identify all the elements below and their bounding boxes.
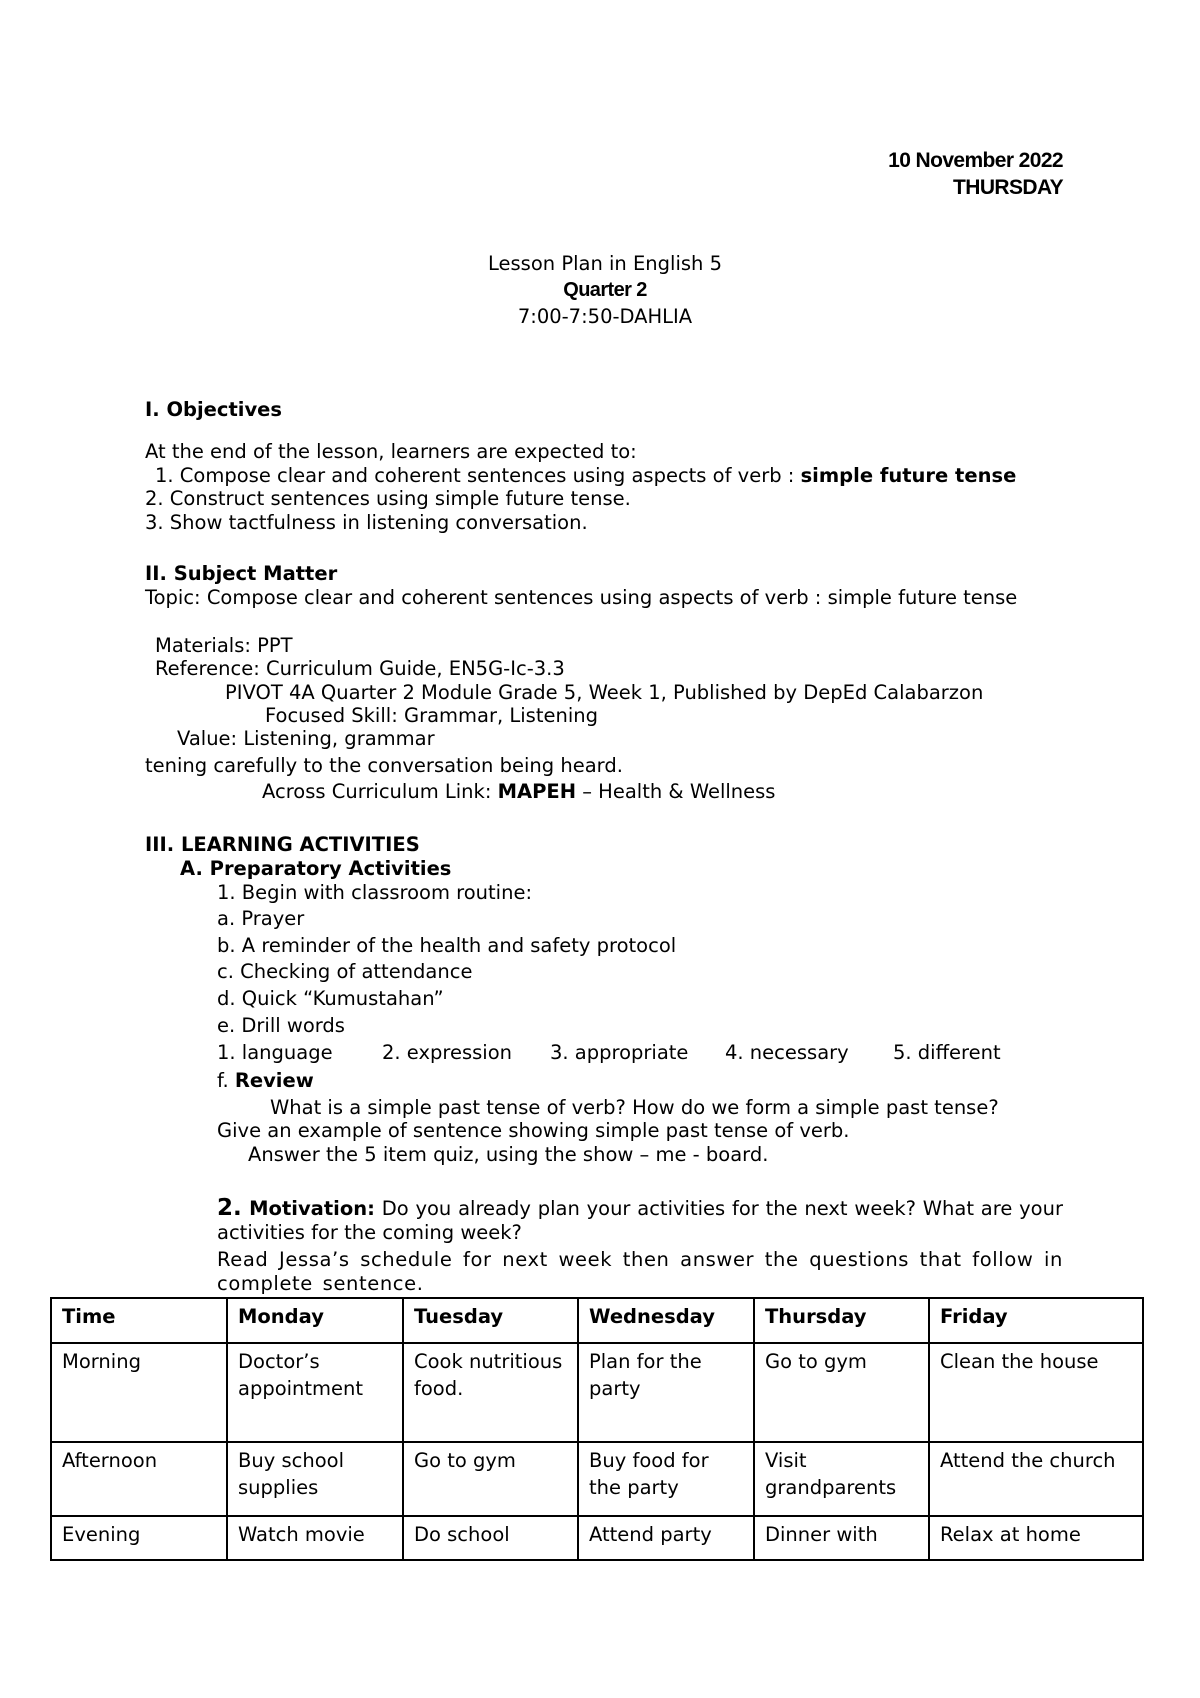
across-curriculum bbox=[262, 782, 775, 802]
table-cell: Buy food for the party bbox=[578, 1442, 754, 1516]
table-cell: Dinner with bbox=[754, 1516, 929, 1560]
review-question-2: Give an example of sentence showing simple past tense of verb. bbox=[217, 1119, 850, 1142]
table-cell: Do school bbox=[403, 1516, 578, 1560]
value: Value: Listening, grammar bbox=[177, 727, 435, 750]
focused-skill: Focused Skill: Grammar, Listening bbox=[265, 704, 598, 727]
table-cell: Buy school supplies bbox=[227, 1442, 403, 1516]
across-subject: MAPEH bbox=[497, 780, 577, 803]
objective-2: 2. Construct sentences using simple future tense. bbox=[145, 487, 631, 510]
table-cell: Evening bbox=[51, 1516, 227, 1560]
table-cell: Afternoon bbox=[51, 1442, 227, 1516]
title-time: 7:00-7:50-DAHLIA bbox=[517, 305, 693, 328]
motivation-label: Motivation: bbox=[241, 1197, 375, 1220]
table-cell: Go to gym bbox=[403, 1442, 578, 1516]
objective-1-text: 1. Compose clear and coherent sentences using aspects of verb : bbox=[155, 464, 801, 487]
subject-matter-heading: II. Subject Matter bbox=[145, 562, 338, 585]
topic: Topic: Compose clear and coherent sentences using aspects of verb : simple future tense bbox=[145, 586, 1018, 609]
routine-b: b. A reminder of the health and safety protocol bbox=[217, 934, 677, 957]
header-time: Time bbox=[51, 1298, 227, 1343]
table-header-row bbox=[51, 1298, 1143, 1343]
motivation bbox=[217, 1196, 1063, 1245]
table-cell: Go to gym bbox=[754, 1343, 929, 1442]
table-row bbox=[51, 1343, 1143, 1442]
header-thursday: Thursday bbox=[754, 1298, 929, 1343]
objective-3: 3. Show tactfulness in listening conversation. bbox=[145, 511, 588, 534]
preparatory-heading: A. Preparatory Activities bbox=[180, 857, 452, 880]
drill-word-3: 3. appropriate bbox=[550, 1041, 689, 1064]
table-cell: Cook nutritious food. bbox=[403, 1343, 578, 1442]
review-bold: Review bbox=[234, 1069, 314, 1092]
header-monday: Monday bbox=[227, 1298, 403, 1343]
table-cell: Visit grandparents bbox=[754, 1442, 929, 1516]
review-label bbox=[217, 1071, 314, 1091]
table-cell: Morning bbox=[51, 1343, 227, 1442]
motivation-instruction: Read Jessa’s schedule for next week then answer the questions that follow in complete sentence. bbox=[217, 1248, 1063, 1295]
motivation-text: Do you already plan your activities for the next week? What are your activities for the coming week? bbox=[217, 1197, 1063, 1244]
header-friday: Friday bbox=[929, 1298, 1143, 1343]
routine: 1. Begin with classroom routine: bbox=[217, 881, 533, 904]
date: 10 November 2022 bbox=[888, 149, 1063, 172]
routine-a: a. Prayer bbox=[217, 907, 305, 930]
table-cell: Clean the house bbox=[929, 1343, 1143, 1442]
across-suffix: – Health & Wellness bbox=[576, 780, 776, 803]
table-cell: Relax at home bbox=[929, 1516, 1143, 1560]
table-cell: Watch movie bbox=[227, 1516, 403, 1560]
objective-1-bold: simple future tense bbox=[800, 464, 1017, 487]
title-line1: Lesson Plan in English 5 bbox=[488, 252, 722, 275]
table-row bbox=[51, 1442, 1143, 1516]
across-label: Across Curriculum Link: bbox=[262, 780, 498, 803]
materials: Materials: PPT bbox=[155, 634, 293, 657]
day: THURSDAY bbox=[953, 176, 1063, 199]
motivation-number: 2. bbox=[217, 1195, 242, 1221]
drill-word-4: 4. necessary bbox=[725, 1041, 849, 1064]
reference: Reference: Curriculum Guide, EN5G-Ic-3.3 bbox=[155, 657, 565, 680]
drill-word-5: 5. different bbox=[893, 1041, 1001, 1064]
objectives-intro: At the end of the lesson, learners are expected to: bbox=[145, 440, 637, 463]
drill-word-1: 1. language bbox=[217, 1041, 333, 1064]
pivot-reference: PIVOT 4A Quarter 2 Module Grade 5, Week 1, Published by DepEd Calabarzon bbox=[225, 681, 984, 704]
objectives-heading: I. Objectives bbox=[145, 398, 283, 421]
schedule-table bbox=[50, 1297, 1144, 1561]
table-cell: Attend the church bbox=[929, 1442, 1143, 1516]
drill-word-2: 2. expression bbox=[382, 1041, 512, 1064]
routine-e: e. Drill words bbox=[217, 1014, 345, 1037]
header-tuesday: Tuesday bbox=[403, 1298, 578, 1343]
review-prefix: f. bbox=[217, 1069, 235, 1092]
table-cell: Doctor’s appointment bbox=[227, 1343, 403, 1442]
header-wednesday: Wednesday bbox=[578, 1298, 754, 1343]
table-cell: Attend party bbox=[578, 1516, 754, 1560]
table-cell: Plan for the party bbox=[578, 1343, 754, 1442]
table-row bbox=[51, 1516, 1143, 1560]
learning-heading: III. LEARNING ACTIVITIES bbox=[145, 833, 420, 856]
review-question: What is a simple past tense of verb? How do we form a simple past tense? bbox=[270, 1096, 999, 1119]
routine-c: c. Checking of attendance bbox=[217, 960, 473, 983]
title-quarter: Quarter 2 bbox=[563, 279, 647, 301]
review-quiz: Answer the 5 item quiz, using the show – me - board. bbox=[248, 1143, 769, 1166]
value-continued: tening carefully to the conversation being heard. bbox=[145, 754, 623, 777]
routine-d: d. Quick “Kumustahan” bbox=[217, 987, 444, 1010]
objective-1 bbox=[155, 466, 1016, 486]
